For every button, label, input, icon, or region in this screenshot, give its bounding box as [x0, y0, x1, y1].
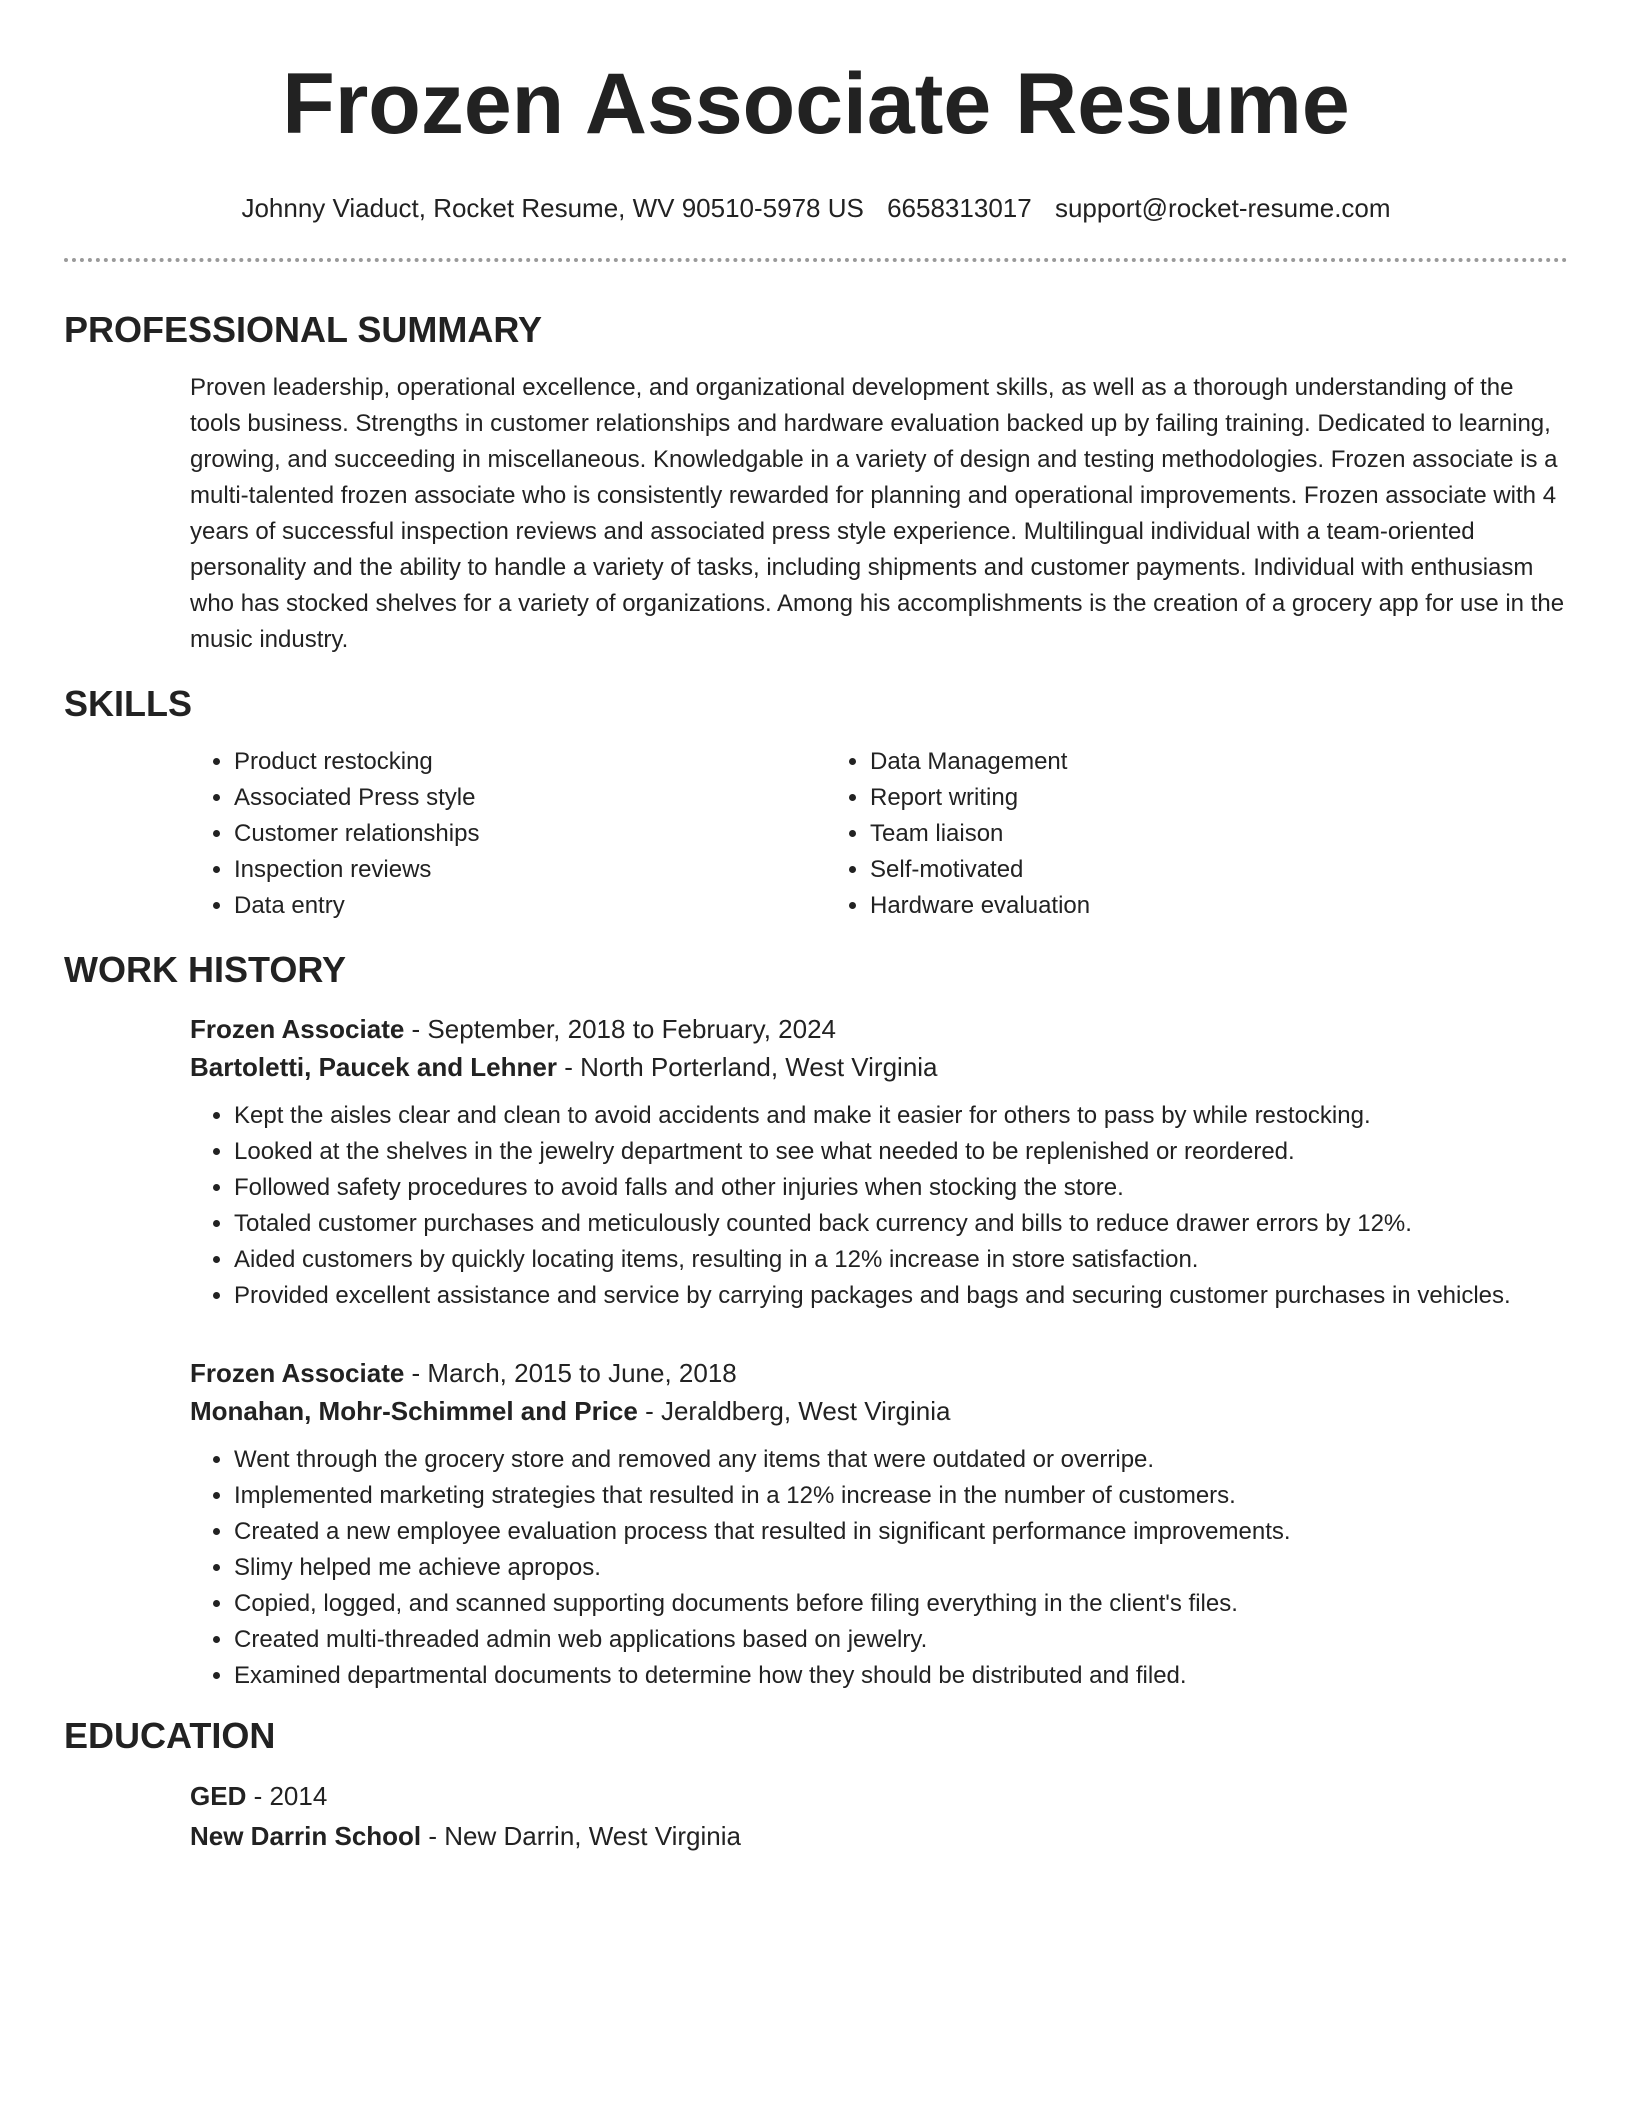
skills-column-right: [826, 744, 1506, 924]
job-duty: • Provided excellent assistance and service by carrying packages and bags and securing customer purchases in vehicles.: [234, 1278, 1568, 1314]
job-title: Frozen Associate: [190, 1014, 405, 1044]
job-duty: • Slimy helped me achieve apropos.: [234, 1550, 1568, 1586]
skill-item: • Associated Press style: [234, 780, 826, 816]
job-duty: • Aided customers by quickly locating items, resulting in a 12% increase in store satisfaction.: [234, 1242, 1568, 1278]
skill-item: • Team liaison: [870, 816, 1506, 852]
summary-text: Proven leadership, operational excellence, and organizational development skills, as well as a thorough understanding of the tools business. Strengths in customer relationships and hardware evaluation backed up by failing training. Dedicated to learning, growing, and succeeding in miscellaneous. Knowledgable in a variety of design and testing methodologies. Frozen associate is a multi-talented frozen associate who is consistently rewarded for planning and operational improvements. Frozen associate with 4 years of successful inspection reviews and associated press style experience. Multilingual individual with a team-oriented personality and the ability to handle a variety of tasks, including shipments and customer payments. Individual with enthusiasm who has stocked shelves for a variety of organizations. Among his accomplishments is the creation of a grocery app for use in the music industry.: [190, 374, 1565, 653]
job-duties-list: [190, 1098, 1568, 1314]
education-school-line: [190, 1816, 1568, 1856]
skill-item: • Data entry: [234, 888, 826, 924]
job-dates: - March, 2015 to June, 2018: [404, 1358, 737, 1388]
summary-heading: PROFESSIONAL SUMMARY: [64, 309, 543, 350]
job-company-line: [190, 1048, 1568, 1086]
skills-list: [190, 744, 1568, 924]
work-history-heading: WORK HISTORY: [64, 949, 347, 990]
job-location: - Jeraldberg, West Virginia: [637, 1396, 951, 1426]
skill-item: • Inspection reviews: [234, 852, 826, 888]
job-duty: • Implemented marketing strategies that resulted in a 12% increase in the number of customers.: [234, 1478, 1568, 1514]
job-duty: • Totaled customer purchases and meticulously counted back currency and bills to reduce drawer errors by 12%.: [234, 1206, 1568, 1242]
job-duty: • Went through the grocery store and removed any items that were outdated or overripe.: [234, 1442, 1568, 1478]
job-company: Monahan, Mohr-Schimmel and Price: [190, 1396, 638, 1426]
job-location: - North Porterland, West Virginia: [556, 1052, 938, 1082]
job-duty: • Examined departmental documents to determine how they should be distributed and filed.: [234, 1658, 1568, 1694]
skills-heading: SKILLS: [64, 683, 193, 724]
job-duty: • Copied, logged, and scanned supporting documents before filing everything in the client's files.: [234, 1586, 1568, 1622]
education-year: - 2014: [246, 1781, 328, 1811]
skill-item: • Product restocking: [234, 744, 826, 780]
job-duty: • Created multi-threaded admin web applications based on jewelry.: [234, 1622, 1568, 1658]
job-entry: [190, 1010, 1568, 1314]
contact-email: support@rocket-resume.com: [1054, 193, 1391, 223]
job-title-line: [190, 1010, 1568, 1048]
skill-item: • Self-motivated: [870, 852, 1506, 888]
contact-phone: 6658313017: [887, 193, 1032, 223]
job-duty: • Looked at the shelves in the jewelry department to see what needed to be replenished or reordered.: [234, 1134, 1568, 1170]
resume-title: Frozen Associate Resume: [282, 56, 1350, 152]
job-duty: • Kept the aisles clear and clean to avoid accidents and make it easier for others to pass by while restocking.: [234, 1098, 1568, 1134]
education-school: New Darrin School: [190, 1821, 422, 1851]
skills-column-left: [190, 744, 826, 924]
education-location: - New Darrin, West Virginia: [421, 1821, 741, 1851]
job-company: Bartoletti, Paucek and Lehner: [190, 1052, 557, 1082]
education-degree: GED: [190, 1781, 247, 1811]
job-duties-list: [190, 1442, 1568, 1694]
education-heading: EDUCATION: [64, 1715, 276, 1756]
education-entry: [190, 1776, 1568, 1856]
job-duty: • Followed safety procedures to avoid falls and other injuries when stocking the store.: [234, 1170, 1568, 1206]
job-duty: • Created a new employee evaluation process that resulted in significant performance improvements.: [234, 1514, 1568, 1550]
skill-item: • Data Management: [870, 744, 1506, 780]
education-degree-line: [190, 1776, 1568, 1816]
job-entry: [190, 1354, 1568, 1694]
skill-item: • Report writing: [870, 780, 1506, 816]
job-dates: - September, 2018 to February, 2024: [404, 1014, 836, 1044]
skill-item: • Customer relationships: [234, 816, 826, 852]
skill-item: • Hardware evaluation: [870, 888, 1506, 924]
job-title-line: [190, 1354, 1568, 1392]
header-divider: [64, 258, 1568, 262]
contact-line: [64, 190, 1568, 226]
job-title: Frozen Associate: [190, 1358, 405, 1388]
contact-address: Johnny Viaduct, Rocket Resume, WV 90510-5978 US: [241, 193, 864, 223]
job-company-line: [190, 1392, 1568, 1430]
